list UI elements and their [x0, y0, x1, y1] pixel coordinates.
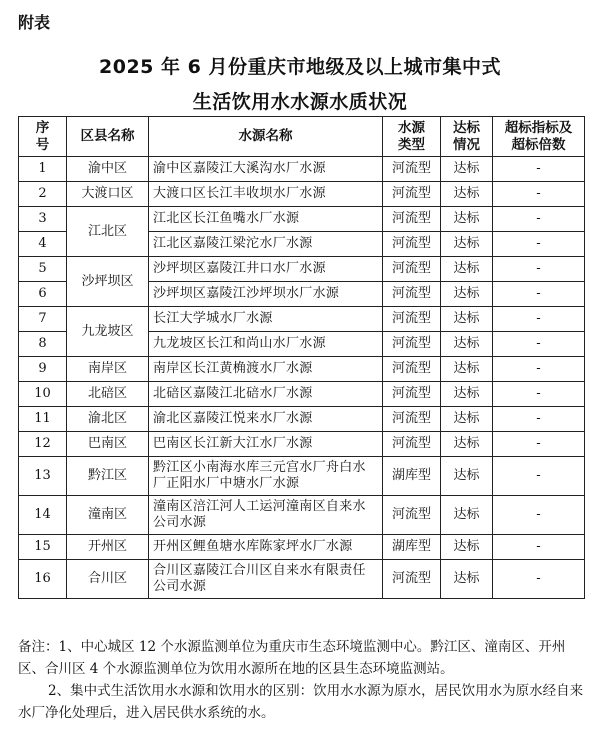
table-row — [19, 432, 585, 457]
table-row — [19, 457, 585, 496]
note-2: 2、集中式生活饮用水水源和饮用水的区别：饮用水水源为原水，居民饮用水为原水经自来水厂净化处理后，进入居民供水系统的水。 — [18, 683, 584, 721]
row-county: 合川区 — [67, 560, 149, 599]
row-over: - — [493, 560, 585, 599]
row-type: 湖库型 — [383, 535, 441, 560]
row-type: 河流型 — [383, 307, 441, 332]
row-county: 巴南区 — [67, 432, 149, 457]
row-num: 7 — [19, 307, 67, 332]
row-type: 河流型 — [383, 496, 441, 535]
row-over: - — [493, 457, 585, 496]
row-source: 南岸区长江黄桷渡水厂水源 — [149, 357, 383, 382]
row-source: 九龙坡区长江和尚山水厂水源 — [149, 332, 383, 357]
row-num: 1 — [19, 157, 67, 182]
row-status: 达标 — [441, 432, 493, 457]
row-num: 9 — [19, 357, 67, 382]
row-num: 16 — [19, 560, 67, 599]
row-source: 大渡口区长江丰收坝水厂水源 — [149, 182, 383, 207]
row-over: - — [493, 382, 585, 407]
row-source: 黔江区小南海水库三元宫水厂舟白水厂正阳水厂中塘水厂水源 — [149, 457, 383, 496]
row-type: 河流型 — [383, 257, 441, 282]
row-type: 河流型 — [383, 207, 441, 232]
row-county: 开州区 — [67, 535, 149, 560]
row-status: 达标 — [441, 207, 493, 232]
row-source: 沙坪坝区嘉陵江井口水厂水源 — [149, 257, 383, 282]
table-header-row — [19, 117, 585, 157]
row-county: 江北区 — [67, 207, 149, 257]
row-county: 黔江区 — [67, 457, 149, 496]
row-over: - — [493, 182, 585, 207]
row-num: 14 — [19, 496, 67, 535]
header-type: 水源类型 — [383, 117, 441, 157]
notes-section — [18, 636, 588, 724]
row-over: - — [493, 332, 585, 357]
water-quality-table — [18, 116, 585, 599]
row-status: 达标 — [441, 157, 493, 182]
row-county: 大渡口区 — [67, 182, 149, 207]
row-status: 达标 — [441, 407, 493, 432]
row-source: 渝中区嘉陵江大溪沟水厂水源 — [149, 157, 383, 182]
row-over: - — [493, 207, 585, 232]
row-status: 达标 — [441, 496, 493, 535]
row-county: 北碚区 — [67, 382, 149, 407]
row-num: 11 — [19, 407, 67, 432]
row-num: 8 — [19, 332, 67, 357]
row-over: - — [493, 282, 585, 307]
row-county: 沙坪坝区 — [67, 257, 149, 307]
row-type: 河流型 — [383, 182, 441, 207]
row-over: - — [493, 232, 585, 257]
row-over: - — [493, 257, 585, 282]
row-source: 潼南区涪江河人工运河潼南区自来水公司水源 — [149, 496, 383, 535]
row-source: 开州区鲤鱼塘水库陈家坪水厂水源 — [149, 535, 383, 560]
row-num: 13 — [19, 457, 67, 496]
row-status: 达标 — [441, 457, 493, 496]
row-county: 渝北区 — [67, 407, 149, 432]
table-row — [19, 307, 585, 332]
attachment-label: 附表 — [18, 13, 51, 32]
header-num: 序号 — [19, 117, 67, 157]
row-county: 渝中区 — [67, 157, 149, 182]
table-row — [19, 157, 585, 182]
row-type: 河流型 — [383, 232, 441, 257]
row-num: 12 — [19, 432, 67, 457]
row-source: 北碚区嘉陵江北碚水厂水源 — [149, 382, 383, 407]
row-over: - — [493, 307, 585, 332]
table-row — [19, 496, 585, 535]
row-source: 长江大学城水厂水源 — [149, 307, 383, 332]
row-status: 达标 — [441, 232, 493, 257]
table-row — [19, 207, 585, 232]
row-type: 河流型 — [383, 157, 441, 182]
row-status: 达标 — [441, 560, 493, 599]
row-source: 江北区嘉陵江梁沱水厂水源 — [149, 232, 383, 257]
row-num: 4 — [19, 232, 67, 257]
row-num: 3 — [19, 207, 67, 232]
row-over: - — [493, 357, 585, 382]
row-source: 沙坪坝区嘉陵江沙坪坝水厂水源 — [149, 282, 383, 307]
table-row — [19, 560, 585, 599]
row-type: 河流型 — [383, 432, 441, 457]
row-status: 达标 — [441, 257, 493, 282]
row-over: - — [493, 157, 585, 182]
row-status: 达标 — [441, 282, 493, 307]
table-row — [19, 257, 585, 282]
table-row — [19, 182, 585, 207]
row-county: 九龙坡区 — [67, 307, 149, 357]
note-1: 备注：1、中心城区 12 个水源监测单位为重庆市生态环境监测中心。黔江区、潼南区、开州区、合川区 4 个水源监测单位为饮用水源所在地的区县生态环境监测站。 — [18, 639, 566, 677]
row-status: 达标 — [441, 382, 493, 407]
header-source: 水源名称 — [149, 117, 383, 157]
row-num: 15 — [19, 535, 67, 560]
row-status: 达标 — [441, 332, 493, 357]
table-row — [19, 382, 585, 407]
row-type: 湖库型 — [383, 457, 441, 496]
row-type: 河流型 — [383, 357, 441, 382]
row-county: 南岸区 — [67, 357, 149, 382]
header-county: 区县名称 — [67, 117, 149, 157]
row-num: 6 — [19, 282, 67, 307]
row-type: 河流型 — [383, 407, 441, 432]
row-county: 潼南区 — [67, 496, 149, 535]
row-type: 河流型 — [383, 282, 441, 307]
row-type: 河流型 — [383, 382, 441, 407]
row-over: - — [493, 407, 585, 432]
row-status: 达标 — [441, 357, 493, 382]
row-status: 达标 — [441, 535, 493, 560]
table-row — [19, 407, 585, 432]
row-source: 巴南区长江新大江水厂水源 — [149, 432, 383, 457]
row-num: 2 — [19, 182, 67, 207]
row-type: 河流型 — [383, 560, 441, 599]
header-over: 超标指标及超标倍数 — [493, 117, 585, 157]
row-num: 10 — [19, 382, 67, 407]
row-source: 合川区嘉陵江合川区自来水有限责任公司水源 — [149, 560, 383, 599]
table-row — [19, 535, 585, 560]
row-over: - — [493, 432, 585, 457]
row-source: 江北区长江鱼嘴水厂水源 — [149, 207, 383, 232]
row-over: - — [493, 535, 585, 560]
table-row — [19, 357, 585, 382]
title-line-1: 2025 年 6 月份重庆市地级及以上城市集中式 — [99, 56, 501, 78]
header-status: 达标情况 — [441, 117, 493, 157]
row-num: 5 — [19, 257, 67, 282]
row-over: - — [493, 496, 585, 535]
row-status: 达标 — [441, 182, 493, 207]
row-status: 达标 — [441, 307, 493, 332]
title-line-2: 生活饮用水水源水质状况 — [192, 91, 408, 113]
row-type: 河流型 — [383, 332, 441, 357]
row-source: 渝北区嘉陵江悦来水厂水源 — [149, 407, 383, 432]
